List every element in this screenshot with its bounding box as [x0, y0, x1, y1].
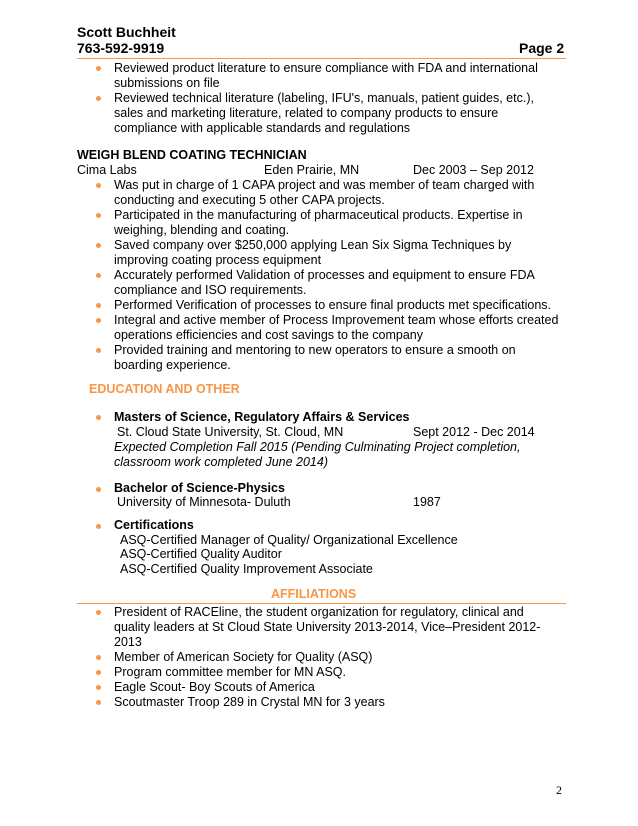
masters-degree: Masters of Science, Regulatory Affairs & Services	[114, 410, 410, 424]
masters-note-line1: Expected Completion Fall 2015 (Pending Culminating Project completion,	[114, 440, 521, 454]
certifications-heading: Certifications	[114, 518, 194, 532]
certification-item: ASQ-Certified Quality Auditor	[120, 547, 282, 561]
resume-name: Scott Buchheit	[77, 24, 176, 40]
list-item: Provided training and mentoring to new operators to ensure a smooth on boarding experience.	[96, 343, 566, 373]
bullet-dot	[96, 524, 101, 529]
list-item: President of RACEline, the student organization for regulatory, clinical and quality leaders at St Cloud State University 2013-2014, Vice–President 2012-2013	[96, 605, 566, 650]
list-item: Program committee member for MN ASQ.	[96, 665, 566, 680]
bullet-dot	[96, 487, 101, 492]
masters-note-line2: classroom work completed June 2014)	[114, 455, 328, 469]
list-item: Reviewed technical literature (labeling, IFU's, manuals, patient guides, etc.), sales and marketing literature, related to company products to ensure compliance with applicable standards and regulations	[96, 91, 566, 136]
list-item: Performed Verification of processes to ensure final products met specifications.	[96, 298, 566, 313]
page-number: 2	[556, 783, 562, 797]
list-item: Member of American Society for Quality (ASQ)	[96, 650, 566, 665]
masters-dates: Sept 2012 - Dec 2014	[413, 425, 535, 439]
phone-number: 763-592-9919	[77, 40, 165, 56]
education-heading: EDUCATION AND OTHER	[89, 382, 240, 396]
list-item: Eagle Scout- Boy Scouts of America	[96, 680, 566, 695]
job-title: WEIGH BLEND COATING TECHNICIAN	[77, 148, 307, 162]
list-item: Was put in charge of 1 CAPA project and was member of team charged with conducting and executing 5 other CAPA projects.	[96, 178, 566, 208]
page-label: Page 2	[519, 40, 565, 56]
affiliations-heading: AFFILIATIONS	[271, 587, 357, 601]
job-company: Cima Labs	[77, 163, 137, 177]
list-item: Saved company over $250,000 applying Lean Six Sigma Techniques by improving coating process equipment	[96, 238, 566, 268]
header-divider	[77, 58, 566, 59]
job-dates: Dec 2003 – Sep 2012	[413, 163, 534, 177]
affiliations-list	[96, 605, 566, 710]
bachelor-year: 1987	[413, 495, 441, 509]
previous-job-bullets	[96, 61, 566, 136]
job-location: Eden Prairie, MN	[264, 163, 360, 177]
list-item: Reviewed product literature to ensure compliance with FDA and international submissions on file	[96, 61, 566, 91]
affiliations-divider	[77, 603, 566, 604]
list-item: Participated in the manufacturing of pharmaceutical products. Expertise in weighing, blending and coating.	[96, 208, 566, 238]
list-item: Accurately performed Validation of processes and equipment to ensure FDA compliance and ISO requirements.	[96, 268, 566, 298]
bullet-dot	[96, 415, 101, 420]
masters-school: St. Cloud State University, St. Cloud, MN	[117, 425, 344, 439]
bachelor-school: University of Minnesota- Duluth	[117, 495, 291, 509]
certification-item: ASQ-Certified Quality Improvement Associate	[120, 562, 373, 576]
list-item: Integral and active member of Process Improvement team whose efforts created operations efficiencies and cost savings to the company	[96, 313, 566, 343]
job-bullets	[96, 178, 566, 373]
certification-item: ASQ-Certified Manager of Quality/ Organizational Excellence	[120, 533, 458, 547]
bachelor-degree: Bachelor of Science-Physics	[114, 481, 285, 495]
list-item: Scoutmaster Troop 289 in Crystal MN for 3 years	[96, 695, 566, 710]
